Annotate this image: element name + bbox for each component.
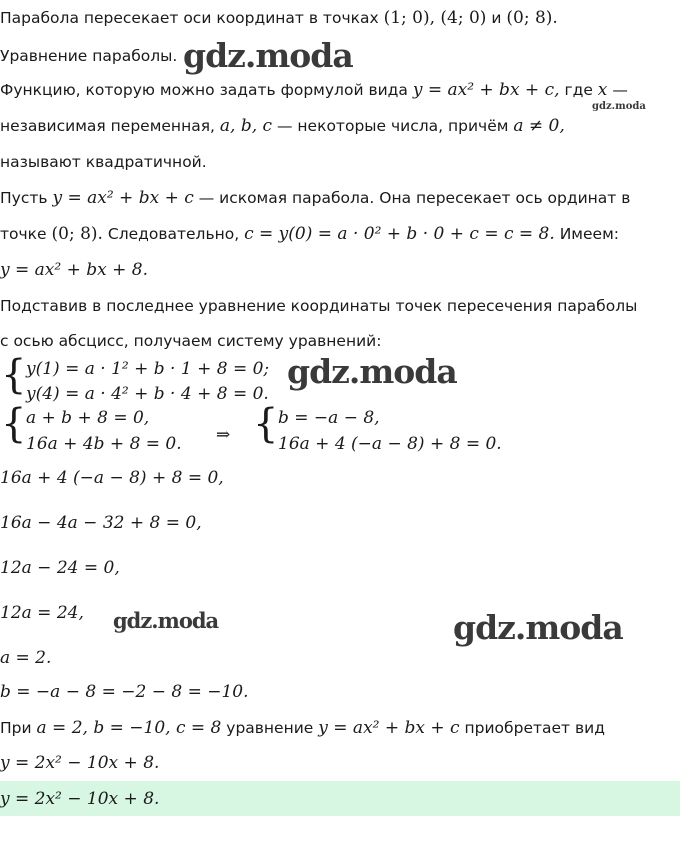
condition: a ≠ 0, xyxy=(513,116,565,136)
step-4-text: 12a = 24, xyxy=(0,603,84,623)
intro-line xyxy=(0,7,558,29)
quadratic-text: называют квадратичной. xyxy=(0,153,207,171)
watermark-logo: gdz.moda xyxy=(113,608,219,633)
point-text: точке xyxy=(0,225,47,243)
therefore-text: Следовательно, xyxy=(107,225,240,243)
c-formula: c = y(0) = a · 0² + b · 0 + c = c = 8. xyxy=(244,224,555,244)
step-3 xyxy=(0,557,120,579)
reduced-formula: y = ax² + bx + 8. xyxy=(0,260,148,280)
step-1 xyxy=(0,467,224,489)
intro-points: (1; 0), (4; 0) xyxy=(383,8,487,28)
step-6-text: b = −a − 8 = −2 − 8 = −10. xyxy=(0,682,249,702)
intro-text: Парабола пересекает оси координат в точках xyxy=(0,9,379,27)
when-text: При xyxy=(0,719,32,737)
heading-text: Уравнение параболы. xyxy=(0,47,178,65)
sought-formula: y = ax² + bx + c xyxy=(52,188,194,208)
numbers-text: — некоторые числа, причём xyxy=(276,117,509,135)
let-line xyxy=(0,187,630,209)
substitution-text-1: Подставив в последнее уравнение координаты точек пересечения параболы xyxy=(0,297,638,315)
answer-line xyxy=(0,788,159,810)
definition-line-2 xyxy=(0,115,565,137)
found-values: a = 2, b = −10, c = 8 xyxy=(36,718,222,738)
reduced-formula-line xyxy=(0,259,148,281)
watermark-small: gdz.moda xyxy=(592,101,646,112)
takes-form-text: приобретает вид xyxy=(464,719,605,737)
system2-eq2: 16a + 4b + 8 = 0. xyxy=(26,434,182,454)
step-4 xyxy=(0,602,84,624)
system1-eq1: y(1) = a · 1² + b · 1 + 8 = 0; xyxy=(26,359,270,379)
watermark-logo: gdz.moda xyxy=(453,608,623,647)
step-2-text: 16a − 4a − 32 + 8 = 0, xyxy=(0,513,202,533)
general-formula: y = ax² + bx + c, xyxy=(412,80,560,100)
have-text: Имеем: xyxy=(559,225,619,243)
system2-eq1: a + b + 8 = 0, xyxy=(26,408,150,428)
definition-text: Функцию, которую можно задать формулой вида xyxy=(0,81,408,99)
implies-arrow: ⇒ xyxy=(216,425,231,445)
system1-eq2: y(4) = a · 4² + b · 4 + 8 = 0. xyxy=(26,384,269,404)
coefficients: a, b, c xyxy=(219,116,273,136)
point-0-8: (0; 8). xyxy=(51,224,103,244)
step-2 xyxy=(0,512,202,534)
step-5-text: a = 2. xyxy=(0,648,52,668)
equation-heading xyxy=(0,45,177,67)
watermark-logo: gdz.moda xyxy=(183,36,353,75)
step-6 xyxy=(0,681,249,703)
sought-text: — искомая парабола. Она пересекает ось ординат в xyxy=(198,189,631,207)
equation-text: уравнение xyxy=(226,719,314,737)
conclusion-line xyxy=(0,717,605,739)
result-formula: y = 2x² − 10x + 8. xyxy=(0,753,160,773)
step-3-text: 12a − 24 = 0, xyxy=(0,558,120,578)
answer-formula: y = 2x² − 10x + 8. xyxy=(0,789,160,809)
result-line xyxy=(0,752,159,774)
step-5 xyxy=(0,647,51,669)
intro-and: и xyxy=(491,9,502,27)
watermark-logo: gdz.moda xyxy=(287,352,457,391)
system3-eq2: 16a + 4 (−a − 8) + 8 = 0. xyxy=(278,434,502,454)
system3-eq1: b = −a − 8, xyxy=(278,408,380,428)
intro-point3: (0; 8). xyxy=(506,8,558,28)
where-text: где xyxy=(564,81,593,99)
system-brace-3: { xyxy=(253,401,279,447)
system-brace-1: { xyxy=(1,352,27,398)
let-text: Пусть xyxy=(0,189,48,207)
c-line xyxy=(0,223,619,245)
definition-line-1 xyxy=(0,79,628,101)
definition-line-3 xyxy=(0,151,207,173)
substitution-text-2: с осью абсцисс, получаем систему уравнений: xyxy=(0,332,382,350)
system-brace-2: { xyxy=(1,401,27,447)
independent-var-text: независимая переменная, xyxy=(0,117,215,135)
step-1-text: 16a + 4 (−a − 8) + 8 = 0, xyxy=(0,468,224,488)
conclusion-formula: y = ax² + bx + c xyxy=(318,718,460,738)
substitution-line-2 xyxy=(0,330,381,352)
var-x: x xyxy=(597,80,608,100)
substitution-line-1 xyxy=(0,295,637,317)
dash: — xyxy=(612,81,628,99)
